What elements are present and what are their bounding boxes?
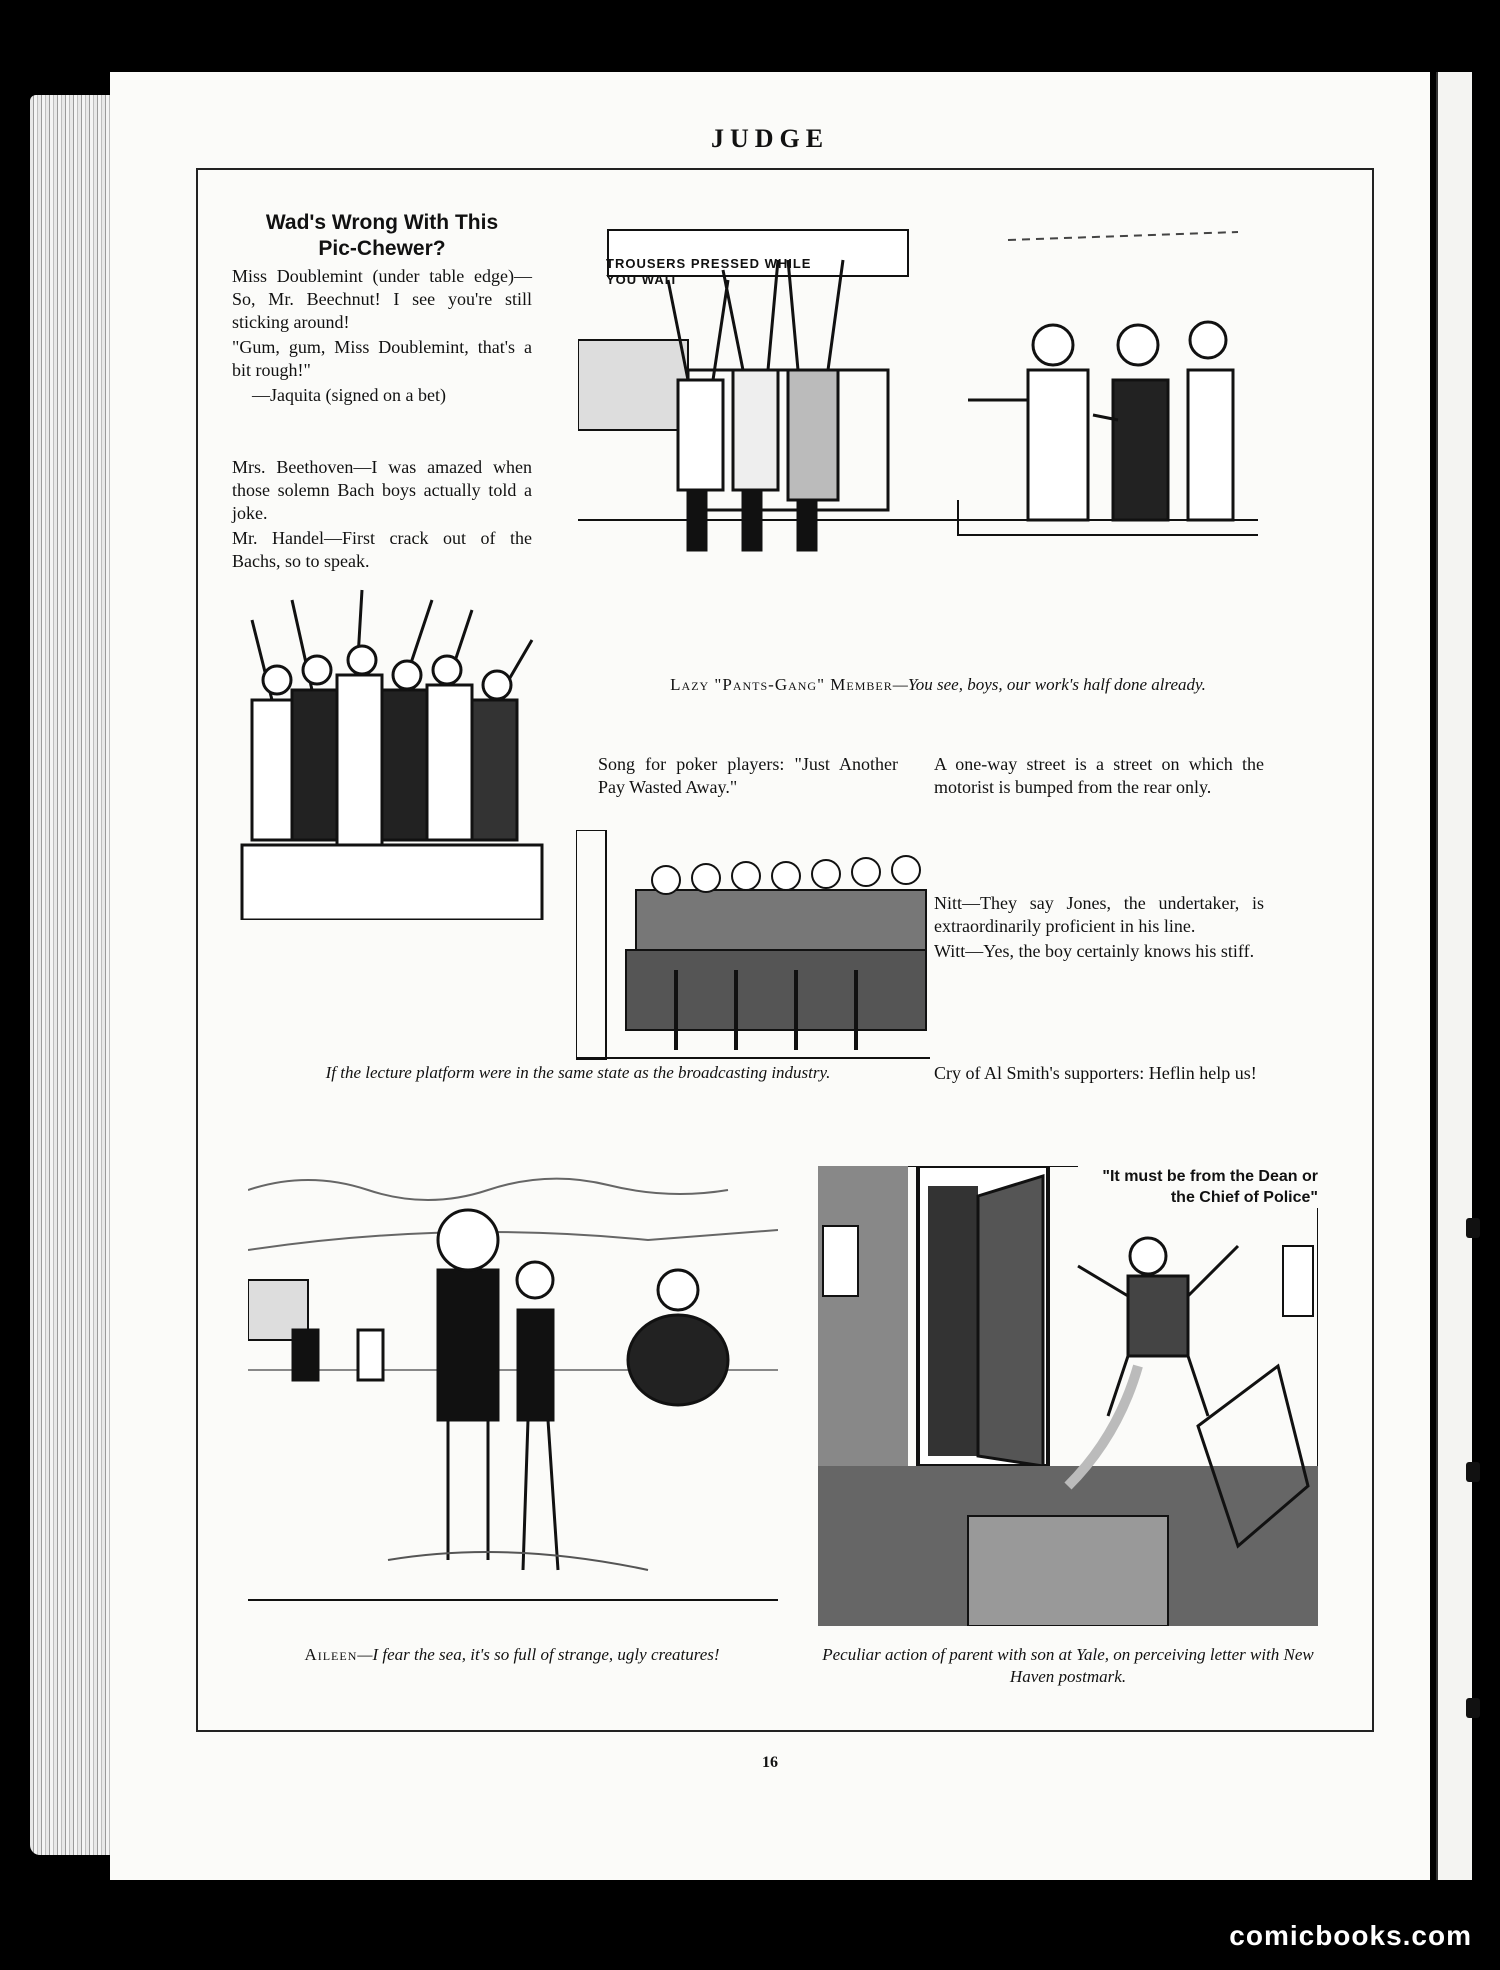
beach-cartoon xyxy=(248,1170,778,1620)
parent-caption: Peculiar action of parent with son at Yale, on perceiving letter with New Haven postmark. xyxy=(822,1645,1314,1686)
shop-sign-text: TROUSERS PRESSED WHILE YOU WAIT xyxy=(606,256,812,287)
magazine-page xyxy=(110,72,1430,1880)
one-way-joke: A one-way street is a street on which the motorist is bumped from the rear only. xyxy=(934,754,1264,797)
singers-illustration xyxy=(232,580,576,920)
caption-speaker: Lazy "Pants-Gang" Member xyxy=(670,675,893,694)
magazine-header: JUDGE xyxy=(710,124,830,153)
singers-cartoon xyxy=(232,580,576,920)
joke-paragraph: Witt—Yes, the boy certainly knows his stiff. xyxy=(934,941,1255,961)
caption-text: —I fear the sea, it's so full of strange, ugly creatures! xyxy=(357,1645,720,1664)
joke-attribution: —Jaquita (signed on a bet) xyxy=(252,385,446,405)
joke-paragraph: Mrs. Beethoven—I was amazed when those solemn Bach boys actually told a joke. xyxy=(232,457,532,523)
poker-joke: Song for poker players: "Just Another Pay Wasted Away." xyxy=(598,754,898,797)
beach-caption xyxy=(242,1644,782,1666)
beach-illustration xyxy=(248,1170,778,1620)
parent-speech: "It must be from the Dean or the Chief of Police" xyxy=(1078,1166,1322,1208)
joke-paragraph: Mr. Handel—First crack out of the Bachs, so to speak. xyxy=(232,528,532,571)
site-watermark: comicbooks.com xyxy=(1229,1920,1472,1951)
joke-paragraph: Nitt—They say Jones, the undertaker, is extraordinarily proficient in his line. xyxy=(934,893,1264,936)
joke-paragraph: Miss Doublemint (under table edge)—So, Mr. Beechnut! I see you're still sticking around! xyxy=(232,266,532,332)
content-frame xyxy=(196,168,1374,1732)
joke-title xyxy=(242,210,522,262)
pic-chewer-joke xyxy=(232,265,532,409)
joke-paragraph: "Gum, gum, Miss Doublemint, that's a bit rough!" xyxy=(232,337,532,380)
parent-illustration xyxy=(818,1166,1318,1626)
audience-illustration xyxy=(576,830,930,1060)
margin-mark xyxy=(1466,1218,1480,1238)
lecture-caption: If the lecture platform were in the same state as the broadcasting industry. xyxy=(325,1063,831,1082)
caption-speaker: Aileen xyxy=(304,1645,358,1664)
parent-cartoon xyxy=(818,1166,1318,1626)
shop-sign xyxy=(598,252,828,292)
margin-mark xyxy=(1466,1698,1480,1718)
audience-cartoon xyxy=(576,830,930,1060)
caption-text: —You see, boys, our work's half done already. xyxy=(892,675,1206,694)
bach-joke xyxy=(232,456,532,575)
page-number: 16 xyxy=(762,1754,778,1771)
margin-mark xyxy=(1466,1462,1480,1482)
joke-title-line1: Wad's Wrong With This xyxy=(265,211,499,234)
al-smith-joke: Cry of Al Smith's supporters: Heflin help us! xyxy=(934,1063,1257,1083)
nitt-witt-joke xyxy=(934,892,1264,965)
facing-page-edge xyxy=(1436,72,1472,1880)
joke-title-line2: Pic-Chewer? xyxy=(318,237,446,260)
pants-gang-caption xyxy=(588,674,1288,696)
